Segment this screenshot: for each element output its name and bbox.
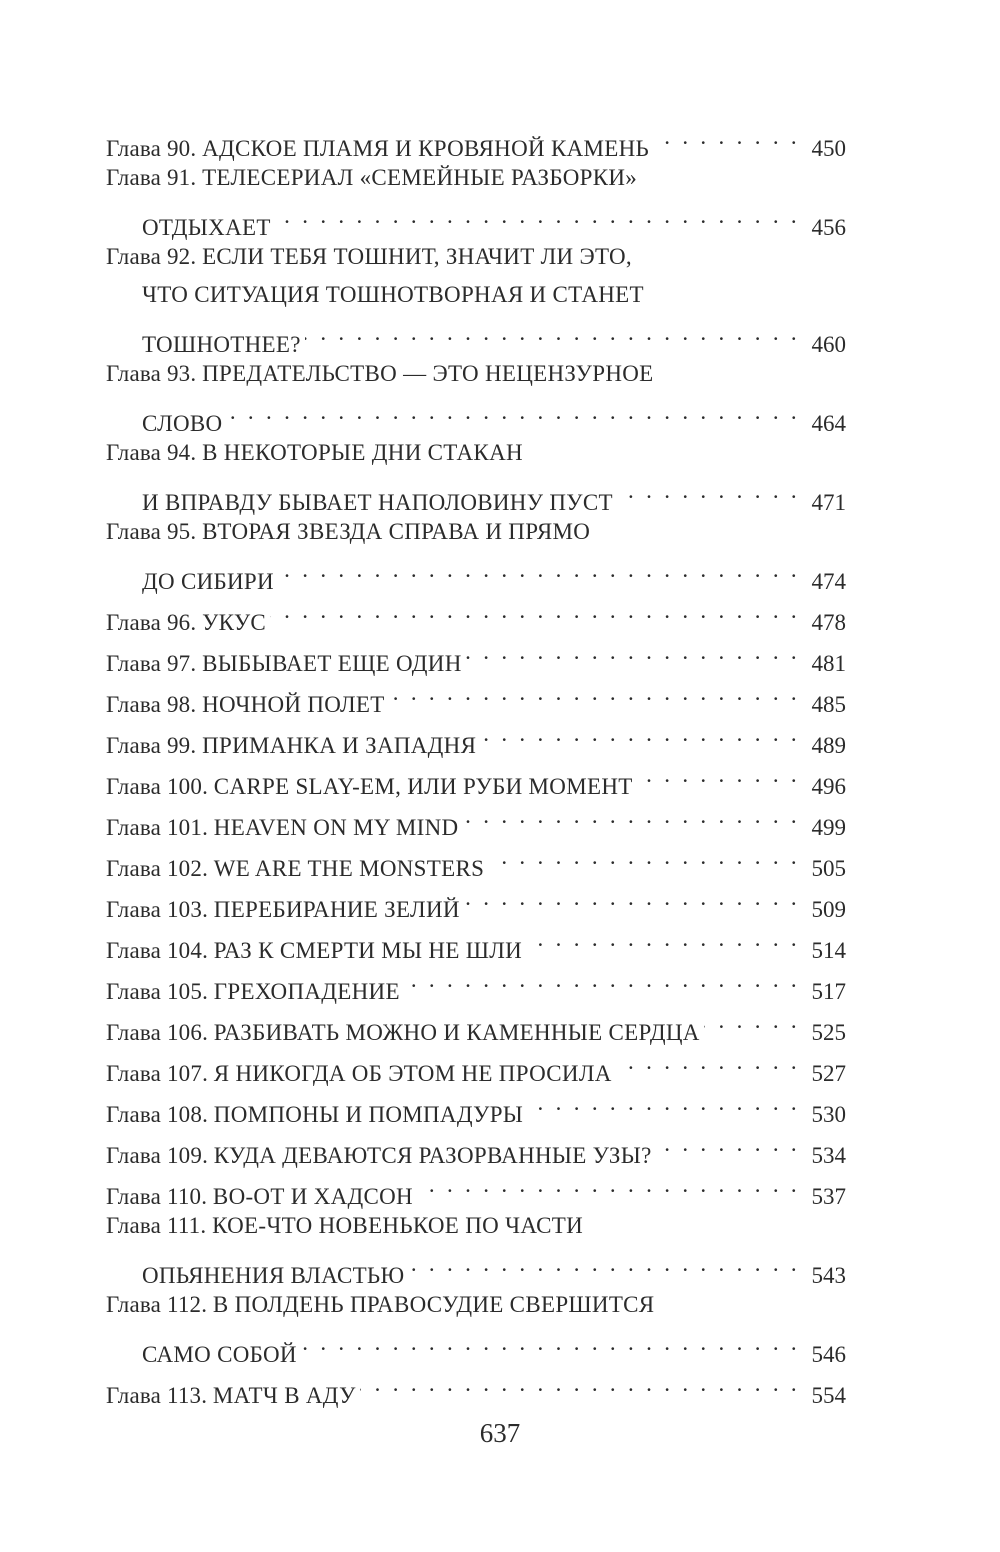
page-reference: 554 xyxy=(811,1383,846,1408)
page-reference: 474 xyxy=(811,569,846,594)
chapter-title: ПРИМАНКА И ЗАПАДНЯ xyxy=(202,733,477,758)
toc-entry-line xyxy=(106,238,846,276)
page-reference: 505 xyxy=(811,856,846,881)
chapter-number: Глава 92. xyxy=(106,244,197,269)
chapter-number: Глава 108. xyxy=(106,1102,209,1127)
page-reference: 517 xyxy=(811,979,846,1004)
page-reference: 499 xyxy=(811,815,846,840)
chapter-number: Глава 97. xyxy=(106,651,197,676)
chapter-title: РАЗ К СМЕРТИ МЫ НЕ ШЛИ xyxy=(213,938,523,963)
chapter-number: Глава 104. xyxy=(106,938,209,963)
chapter-number: Глава 99. xyxy=(106,733,197,758)
toc-entry xyxy=(106,355,846,436)
page-reference: 530 xyxy=(811,1102,846,1127)
dot-leader xyxy=(488,838,800,876)
chapter-title: ОТДЫХАЕТ xyxy=(142,215,271,240)
chapter-title: СЛОВО xyxy=(142,411,223,436)
toc-entry-line xyxy=(106,355,846,393)
chapter-title: И ВПРАВДУ БЫВАЕТ НАПОЛОВИНУ ПУСТ xyxy=(142,490,613,515)
chapter-number: Глава 90. xyxy=(106,136,197,161)
chapter-number: Глава 106. xyxy=(106,1020,209,1045)
chapter-number: Глава 111. xyxy=(106,1213,207,1238)
chapter-title: КОЕ-ЧТО НОВЕНЬКОЕ ПО ЧАСТИ xyxy=(212,1213,583,1238)
chapter-number: Глава 100. xyxy=(106,774,209,799)
chapter-title: КУДА ДЕВАЮТСЯ РАЗОРВАННЫЕ УЗЫ? xyxy=(213,1143,652,1168)
dot-leader xyxy=(656,1125,800,1163)
toc-entry xyxy=(106,1207,846,1288)
dot-leader xyxy=(270,592,800,630)
chapter-title: НОЧНОЙ ПОЛЕТ xyxy=(202,692,385,717)
chapter-number: Глава 110. xyxy=(106,1184,208,1209)
page-reference: 546 xyxy=(811,1342,846,1367)
dot-leader xyxy=(464,879,800,917)
toc-entry xyxy=(106,434,846,515)
chapter-title: ЕСЛИ ТЕБЯ ТОШНИТ, ЗНАЧИТ ЛИ ЭТО, xyxy=(202,244,632,269)
dot-leader xyxy=(360,1365,800,1403)
chapter-title: ВТОРАЯ ЗВЕЗДА СПРАВА И ПРЯМО xyxy=(202,519,591,544)
chapter-title: МАТЧ В АДУ xyxy=(212,1383,356,1408)
toc-entry-line xyxy=(106,1245,846,1288)
chapter-number: Глава 109. xyxy=(106,1143,209,1168)
page-reference: 478 xyxy=(811,610,846,635)
chapter-title: ЧТО СИТУАЦИЯ ТОШНОТВОРНАЯ И СТАНЕТ xyxy=(142,282,644,307)
chapter-title: РАЗБИВАТЬ МОЖНО И КАМЕННЫЕ СЕРДЦА xyxy=(213,1020,700,1045)
chapter-title: В ПОЛДЕНЬ ПРАВОСУДИЕ СВЕРШИТСЯ xyxy=(212,1292,655,1317)
toc-entry-line xyxy=(106,513,846,551)
page-reference: 534 xyxy=(811,1143,846,1168)
page-reference: 537 xyxy=(811,1184,846,1209)
dot-leader xyxy=(617,472,800,510)
dot-leader xyxy=(704,1002,800,1040)
toc-entry-line xyxy=(106,434,846,472)
chapter-title: HEAVEN ON MY MIND xyxy=(213,815,459,840)
toc-entry-line xyxy=(106,472,846,515)
chapter-title: ДО СИБИРИ xyxy=(142,569,274,594)
page-reference: 496 xyxy=(811,774,846,799)
dot-leader xyxy=(653,118,800,156)
chapter-number: Глава 96. xyxy=(106,610,197,635)
page-reference: 525 xyxy=(811,1020,846,1045)
toc-entry xyxy=(106,159,846,240)
chapter-number: Глава 101. xyxy=(106,815,209,840)
chapter-number: Глава 95. xyxy=(106,519,197,544)
dot-leader xyxy=(616,1043,800,1081)
toc-entry xyxy=(106,1286,846,1367)
chapter-title: ПОМПОНЫ И ПОМПАДУРЫ xyxy=(213,1102,524,1127)
toc-entry-line xyxy=(106,314,846,357)
chapter-title: В НЕКОТОРЫЕ ДНИ СТАКАН xyxy=(202,440,523,465)
toc-entry-line xyxy=(106,551,846,594)
chapter-number: Глава 113. xyxy=(106,1383,208,1408)
dot-leader xyxy=(462,797,800,835)
chapter-number: Глава 107. xyxy=(106,1061,209,1086)
dot-leader xyxy=(408,1245,800,1283)
dot-leader xyxy=(301,1324,800,1362)
chapter-number: Глава 98. xyxy=(106,692,197,717)
chapter-title: ТОШНОТНЕЕ? xyxy=(142,332,301,357)
toc-entry-line xyxy=(106,276,846,314)
page-reference: 543 xyxy=(811,1263,846,1288)
page-reference: 456 xyxy=(811,215,846,240)
toc-entry xyxy=(106,238,846,357)
page-reference: 485 xyxy=(811,692,846,717)
page-reference: 464 xyxy=(811,411,846,436)
chapter-title: ОПЬЯНЕНИЯ ВЛАСТЬЮ xyxy=(142,1263,405,1288)
chapter-number: Глава 94. xyxy=(106,440,197,465)
dot-leader xyxy=(389,674,800,712)
dot-leader xyxy=(275,197,800,235)
dot-leader xyxy=(226,393,800,431)
page-reference: 527 xyxy=(811,1061,846,1086)
chapter-number: Глава 93. xyxy=(106,361,197,386)
page-reference: 460 xyxy=(811,332,846,357)
toc-entry-line xyxy=(106,197,846,240)
page-reference: 471 xyxy=(811,490,846,515)
chapter-number: Глава 102. xyxy=(106,856,209,881)
page-reference: 509 xyxy=(811,897,846,922)
page-reference: 481 xyxy=(811,651,846,676)
page-reference: 450 xyxy=(811,136,846,161)
page-reference: 514 xyxy=(811,938,846,963)
table-of-contents xyxy=(106,118,846,1406)
toc-entry-line xyxy=(106,1207,846,1245)
chapter-title: АДСКОЕ ПЛАМЯ И КРОВЯНОЙ КАМЕНЬ xyxy=(202,136,650,161)
toc-entry-line xyxy=(106,159,846,197)
chapter-title: WE ARE THE MONSTERS xyxy=(213,856,485,881)
dot-leader xyxy=(417,1166,800,1204)
chapter-title: ВО-ОТ И ХАДСОН xyxy=(212,1184,413,1209)
dot-leader xyxy=(305,314,800,352)
dot-leader xyxy=(480,715,800,753)
chapter-title: ТЕЛЕСЕРИАЛ «СЕМЕЙНЫЕ РАЗБОРКИ» xyxy=(202,165,638,190)
dot-leader xyxy=(404,961,800,999)
page-reference: 489 xyxy=(811,733,846,758)
chapter-title: УКУС xyxy=(202,610,267,635)
dot-leader xyxy=(526,920,800,958)
chapter-title: ПЕРЕБИРАНИЕ ЗЕЛИЙ xyxy=(213,897,460,922)
dot-leader xyxy=(278,551,800,589)
chapter-title: ВЫБЫВАЕТ ЕЩЕ ОДИН xyxy=(202,651,462,676)
page-number: 637 xyxy=(479,1418,521,1448)
toc-entry xyxy=(106,513,846,594)
chapter-number: Глава 105. xyxy=(106,979,209,1004)
chapter-title: CARPE SLAY-EM, ИЛИ РУБИ МОМЕНТ xyxy=(213,774,633,799)
dot-leader xyxy=(527,1084,800,1122)
toc-entry xyxy=(106,118,846,161)
chapter-number: Глава 91. xyxy=(106,165,197,190)
chapter-title: Я НИКОГДА ОБ ЭТОМ НЕ ПРОСИЛА xyxy=(213,1061,612,1086)
chapter-title: ПРЕДАТЕЛЬСТВО — ЭТО НЕЦЕНЗУРНОЕ xyxy=(202,361,654,386)
chapter-title: САМО СОБОЙ xyxy=(142,1342,297,1367)
toc-entry-line xyxy=(106,393,846,436)
dot-leader xyxy=(466,633,800,671)
dot-leader xyxy=(637,756,800,794)
toc-entry-line xyxy=(106,118,846,161)
toc-entry-line xyxy=(106,1286,846,1324)
chapter-number: Глава 103. xyxy=(106,897,209,922)
toc-entry-line xyxy=(106,1324,846,1367)
chapter-title: ГРЕХОПАДЕНИЕ xyxy=(213,979,400,1004)
chapter-number: Глава 112. xyxy=(106,1292,208,1317)
